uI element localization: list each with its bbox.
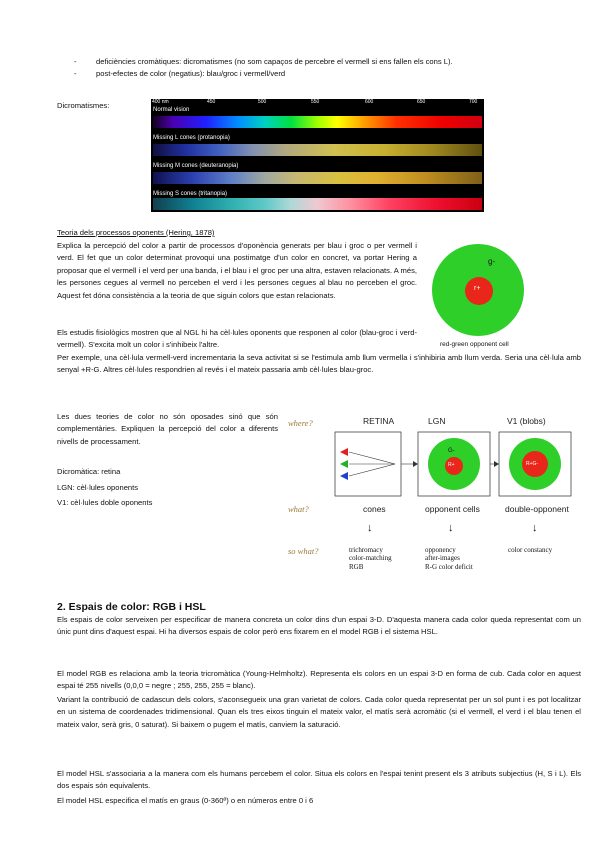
col-retina: RETINA (363, 416, 395, 426)
bullet-item: - post-efectes de color (negatius): blau/groc i vermell/verd (74, 68, 574, 80)
v1-inner-label: R+G- (526, 461, 539, 467)
dues-line: V1: cèl·lules doble oponents (57, 498, 153, 507)
opponent-cell-center (465, 277, 493, 305)
section-2-paragraph-4: El model HSL s'associaria a la manera com els humans percebem el color. Situa els colors en l'espai tenint present els 3 atributs subjectius (H, S i L). Els dos espais són equivalents. (57, 769, 581, 791)
pathway-diagram (283, 412, 583, 584)
opponent-cell-outer (432, 244, 524, 336)
dues-line: LGN: cèl·lules oponents (57, 483, 139, 492)
what-cones: cones (363, 504, 386, 514)
cell-caption: red-green opponent cell (440, 341, 509, 348)
what-opponent: opponent cells (425, 504, 480, 514)
down-arrow-icon: ↓ (367, 522, 373, 534)
section-2-paragraph-2: El model RGB es relaciona amb la teoria tricromàtica (Young-Helmholtz). Representa els colors en un espai 3-D en forma de cub. Cada color en aquest espai té 255 nivells (0,0,0 = negre ; 255, 255, 255 = blanc). (57, 669, 581, 691)
sowhat-retina: trichromacy color-matching RGB (349, 546, 392, 571)
spectrum-tick: 400 nm (152, 99, 169, 105)
inner-label: r+ (474, 285, 481, 292)
band-protanopia (153, 144, 482, 156)
section-2-title: 2. Espais de color: RGB i HSL (57, 601, 206, 613)
teoria-heading: Teoria dels processos oponents (Hering, 1878) (57, 228, 215, 237)
outer-label: g- (488, 257, 496, 266)
spectrum-tick: 600 (365, 99, 374, 105)
teoria-paragraph-3: Per exemple, una cèl·lula vermell-verd incrementaria la seva activitat si se l'estimula amb llum vermella i s'inhibiria amb llum verda. Seria una cèl·lula amb senyal +R-G. Altres cèl·lules respondrien al revés i el mateix passaria amb cèl·lules blau-groc. (57, 353, 581, 375)
dues-line: Dicromàtica: retina (57, 467, 121, 476)
dicromatismes-label: Dicromatismes: (57, 101, 110, 110)
sowhat-v1: color constancy (508, 546, 553, 554)
bullet-list (74, 56, 574, 80)
band-tritanopia (153, 198, 482, 210)
band-normal (153, 116, 482, 128)
lgn-inner-label: R+ (448, 462, 455, 468)
dues-paragraph: Les dues teories de color no són oposades sinó que són complementàries. Expliquen la percepció del color a diferents nivells de processament. (57, 412, 278, 446)
lgn-outer-label: G- (448, 448, 455, 454)
down-arrow-icon: ↓ (532, 522, 538, 534)
q-what: what? (288, 504, 309, 514)
q-where: where? (288, 418, 313, 428)
what-double: double-opponent (505, 504, 569, 514)
section-2-paragraph-3: Variant la contribució de cadascun dels colors, s'aconsegueix una gran varietat de colors. Cada color queda representat per un sol punt i es pot localitzar en un sistema de coordenades tridimensional. Quan els tres eixos tinguin el mateix valor, el matís serà acromàtic (si el vermell, el verd i el blau tenen el mateix valor, serà gris, 0 saturat). Si baixem o pugem el matís, canviem la saturació. (57, 695, 581, 729)
spectrum-tick: 550 (311, 99, 320, 105)
spectrum-tick: 650 (417, 99, 426, 105)
teoria-paragraph-2: Els estudis fisiològics mostren que al NGL hi ha cèl·lules oponents que responen al color (blau-groc i verd-vermell). S'excita molt un color i s'inhibeix l'altre. (57, 328, 417, 350)
band-deuteranopia (153, 172, 482, 184)
band-label: Missing L cones (protanopia) (153, 135, 230, 141)
col-lgn: LGN (428, 416, 446, 426)
spectrum-figure (151, 99, 484, 212)
spectrum-tick: 500 (258, 99, 267, 105)
down-arrow-icon: ↓ (448, 522, 454, 534)
spectrum-tick: 450 (207, 99, 216, 105)
section-2-paragraph-5: El model HSL especifica el matís en graus (0-360º) o en números entre 0 i 6 (57, 796, 314, 805)
sowhat-lgn: opponency after-images R-G color deficit (425, 546, 473, 571)
band-label: Normal vision (153, 107, 190, 113)
teoria-paragraph-1: Explica la percepció del color a partir de processos d'oponència generats per blau i groc o per vermell i verd. El fet que un color determinat provoqui una postimatge d'un color en concret, va portar Hering a proposar que el vermell i el verd per una banda, i el blau i el groc per una altra, estaven relacionats. A més, les persones cegues al vermell no perceben el verd i les persones cegues al blau no perceben el groc. Aquest fet dóna consistència a la teoria de que siguin colors que estan relacionats. (57, 241, 417, 300)
bullet-item: - deficiències cromàtiques: dicromatismes (no som capaços de percebre el vermell si ens fallen els cons L). (74, 56, 574, 68)
band-label: Missing S cones (tritanopia) (153, 191, 228, 197)
spectrum-tick: 700 (469, 99, 478, 105)
band-label: Missing M cones (deuteranopia) (153, 163, 239, 169)
col-v1: V1 (blobs) (507, 416, 546, 426)
section-2-paragraph-1: Els espais de color serveixen per especificar de manera concreta un color dins d'un espai 3-D. D'aquesta manera cada color queda representat com un únic punt dins d'aquest espai. Hi ha diversos espais de color però ens fixarem en el model RGB i el sistema HSL. (57, 615, 581, 637)
q-sowhat: so what? (288, 546, 319, 556)
